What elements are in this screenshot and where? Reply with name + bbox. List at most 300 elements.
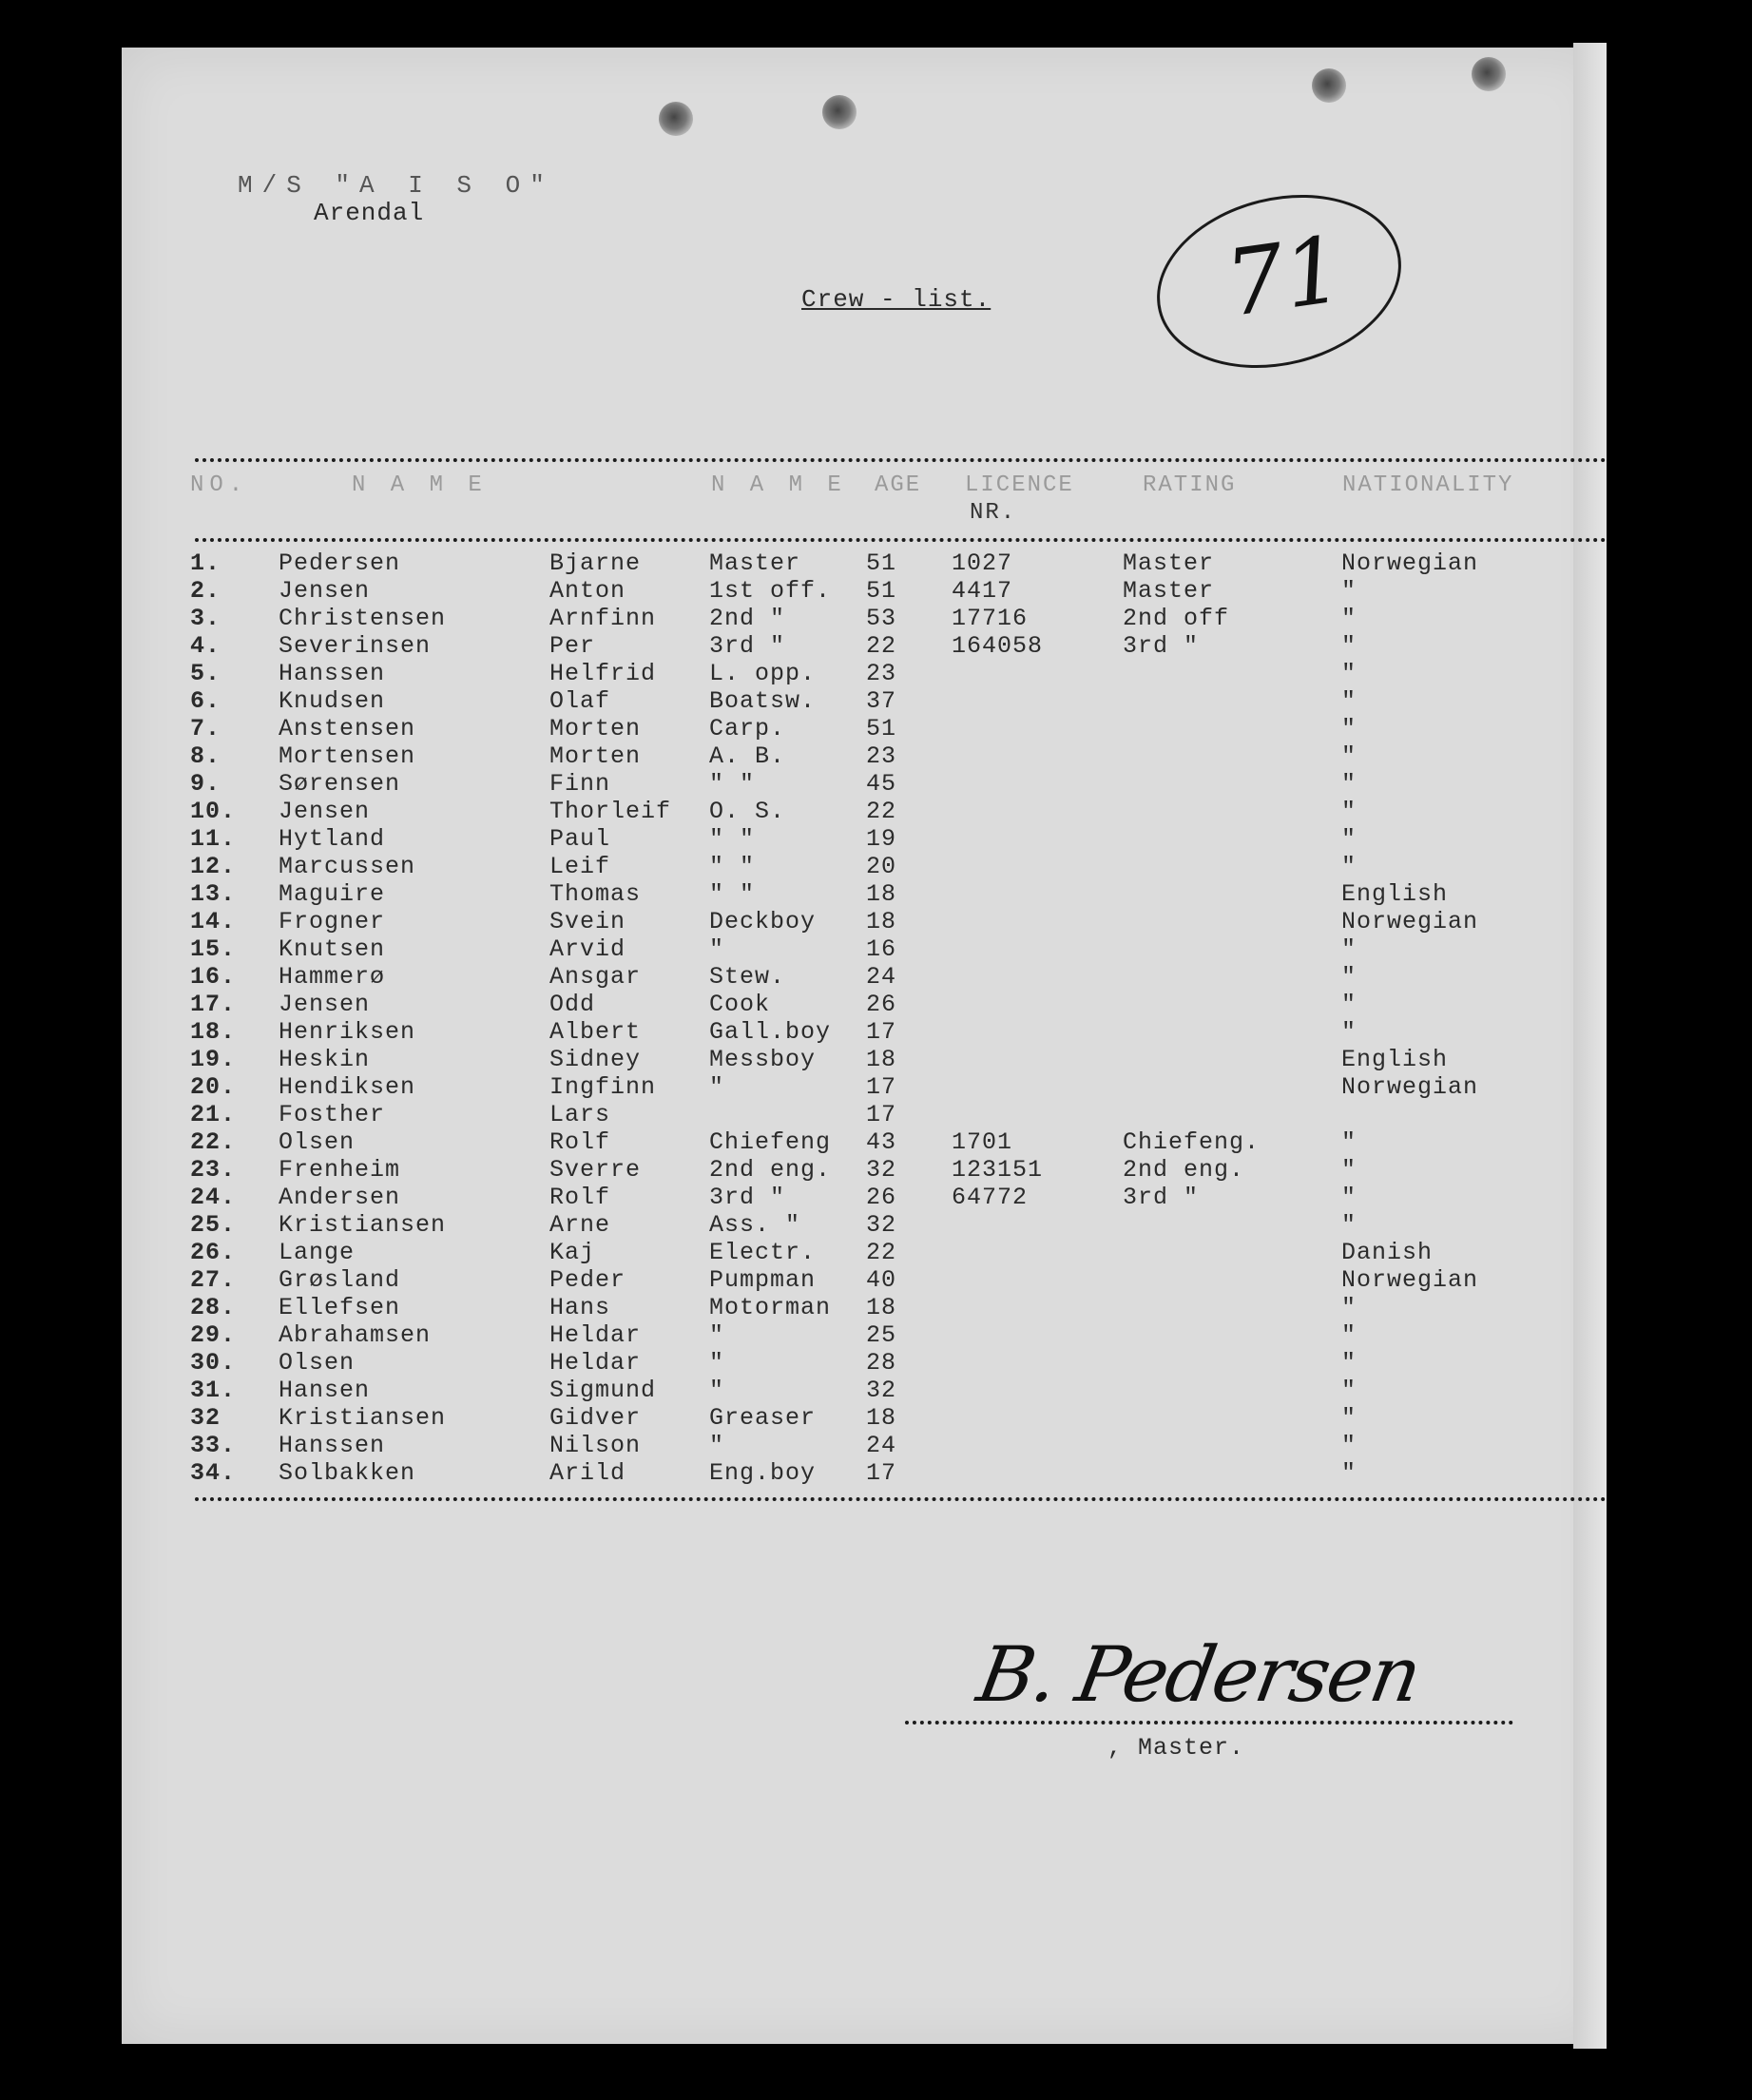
crew-rank: Ass. " <box>709 1211 801 1239</box>
crew-licence: 1027 <box>952 549 1013 577</box>
crew-surname: Abrahamsen <box>279 1321 432 1349</box>
crew-rank: Eng.boy <box>709 1459 817 1487</box>
table-row <box>190 1128 1531 1156</box>
crew-surname: Kristiansen <box>279 1211 447 1239</box>
crew-given-name: Finn <box>549 770 611 798</box>
crew-given-name: Arvid <box>549 935 626 963</box>
crew-licence <box>952 687 1123 715</box>
crew-nationality: " <box>1341 798 1357 825</box>
crew-rank: Gall.boy <box>709 1018 832 1046</box>
table-row <box>190 605 1531 632</box>
crew-rating: Chiefeng. <box>1123 1128 1261 1156</box>
signature-role: , Master. <box>1107 1734 1245 1762</box>
crew-nationality: Norwegian <box>1341 908 1479 935</box>
crew-age: 32 <box>866 1156 897 1184</box>
crew-rating <box>1123 963 1341 991</box>
crew-age: 22 <box>866 1239 897 1266</box>
table-row <box>190 1294 1531 1321</box>
crew-number: 29. <box>190 1321 237 1349</box>
crew-rating <box>1123 1073 1341 1101</box>
crew-licence <box>952 1101 1123 1128</box>
crew-number: 2. <box>190 577 221 605</box>
crew-nationality: " <box>1341 1156 1357 1184</box>
crew-nationality: " <box>1341 1321 1357 1349</box>
crew-age: 17 <box>866 1073 897 1101</box>
crew-nationality: " <box>1341 687 1357 715</box>
crew-given-name: Nilson <box>549 1432 642 1459</box>
crew-surname: Andersen <box>279 1184 401 1211</box>
crew-age: 53 <box>866 605 897 632</box>
crew-given-name: Ansgar <box>549 963 642 991</box>
table-row <box>190 1101 1531 1128</box>
crew-number: 11. <box>190 825 237 853</box>
document-title: Crew - list. <box>801 285 992 314</box>
crew-surname: Hytland <box>279 825 386 853</box>
crew-nationality: " <box>1341 577 1357 605</box>
crew-age: 26 <box>866 991 897 1018</box>
crew-nationality: " <box>1341 991 1357 1018</box>
crew-given-name: Heldar <box>549 1321 642 1349</box>
crew-number: 12. <box>190 853 237 880</box>
crew-rating <box>1123 770 1341 798</box>
header-nationality: NATIONALITY <box>1342 472 1514 498</box>
crew-given-name: Thorleif <box>549 798 672 825</box>
crew-number: 13. <box>190 880 237 908</box>
crew-age: 20 <box>866 853 897 880</box>
table-bottom-rule <box>195 1497 1607 1501</box>
crew-number: 23. <box>190 1156 237 1184</box>
crew-licence <box>952 880 1123 908</box>
crew-surname: Maguire <box>279 880 386 908</box>
crew-number: 5. <box>190 660 221 687</box>
crew-surname: Olsen <box>279 1349 356 1377</box>
crew-number: 7. <box>190 715 221 742</box>
crew-number: 19. <box>190 1046 237 1073</box>
crew-age: 17 <box>866 1459 897 1487</box>
table-top-rule <box>195 458 1607 462</box>
crew-given-name: Albert <box>549 1018 642 1046</box>
crew-surname: Ellefsen <box>279 1294 401 1321</box>
crew-rank: L. opp. <box>709 660 817 687</box>
crew-surname: Frenheim <box>279 1156 401 1184</box>
crew-number: 25. <box>190 1211 237 1239</box>
crew-number: 31. <box>190 1377 237 1404</box>
header-licence-no: NR. <box>970 500 1017 526</box>
crew-rank: O. S. <box>709 798 786 825</box>
circled-number: 71 <box>1219 216 1350 337</box>
header-no: NO. <box>190 472 249 498</box>
crew-rank: " <box>709 1349 725 1377</box>
crew-age: 18 <box>866 1294 897 1321</box>
crew-surname: Marcussen <box>279 853 416 880</box>
table-row <box>190 1018 1531 1046</box>
crew-nationality: " <box>1341 605 1357 632</box>
crew-age: 18 <box>866 908 897 935</box>
crew-rank: " " <box>709 853 756 880</box>
crew-licence <box>952 1432 1123 1459</box>
crew-surname: Hanssen <box>279 1432 386 1459</box>
punch-hole <box>1312 68 1346 103</box>
header-name: N A M E <box>352 472 488 498</box>
crew-number: 21. <box>190 1101 237 1128</box>
crew-age: 18 <box>866 1046 897 1073</box>
table-row <box>190 1377 1531 1404</box>
crew-nationality: " <box>1341 1404 1357 1432</box>
crew-number: 1. <box>190 549 221 577</box>
crew-rating <box>1123 1294 1341 1321</box>
crew-rank: " <box>709 1073 725 1101</box>
table-row <box>190 770 1531 798</box>
header-licence: LICENCE <box>965 472 1074 498</box>
crew-number: 26. <box>190 1239 237 1266</box>
crew-number: 27. <box>190 1266 237 1294</box>
crew-licence <box>952 715 1123 742</box>
crew-table <box>190 549 1531 1487</box>
crew-licence <box>952 1073 1123 1101</box>
crew-surname: Jensen <box>279 577 371 605</box>
crew-rating <box>1123 880 1341 908</box>
crew-surname: Solbakken <box>279 1459 416 1487</box>
crew-age: 17 <box>866 1018 897 1046</box>
crew-surname: Pedersen <box>279 549 401 577</box>
crew-nationality: " <box>1341 1349 1357 1377</box>
crew-surname: Knudsen <box>279 687 386 715</box>
crew-rating: 3rd " <box>1123 632 1200 660</box>
crew-surname: Grøsland <box>279 1266 401 1294</box>
crew-number: 18. <box>190 1018 237 1046</box>
crew-nationality: " <box>1341 742 1357 770</box>
crew-licence <box>952 1046 1123 1073</box>
crew-given-name: Svein <box>549 908 626 935</box>
paper-edge <box>1573 43 1607 2049</box>
crew-given-name: Thomas <box>549 880 642 908</box>
crew-rank: 2nd " <box>709 605 786 632</box>
crew-surname: Christensen <box>279 605 447 632</box>
crew-licence: 17716 <box>952 605 1029 632</box>
crew-rank: Motorman <box>709 1294 832 1321</box>
crew-licence <box>952 1404 1123 1432</box>
crew-licence <box>952 991 1123 1018</box>
table-row <box>190 1046 1531 1073</box>
vessel-name: M/S "A I S O" <box>238 171 554 200</box>
crew-licence <box>952 1239 1123 1266</box>
crew-surname: Hansen <box>279 1377 371 1404</box>
crew-age: 23 <box>866 660 897 687</box>
crew-licence <box>952 1321 1123 1349</box>
crew-given-name: Ingfinn <box>549 1073 657 1101</box>
crew-rank: Chiefeng <box>709 1128 832 1156</box>
table-row <box>190 632 1531 660</box>
crew-rating <box>1123 935 1341 963</box>
crew-number: 32 <box>190 1404 221 1432</box>
crew-surname: Heskin <box>279 1046 371 1073</box>
crew-rating <box>1123 1404 1341 1432</box>
crew-rating: Master <box>1123 549 1215 577</box>
crew-surname: Severinsen <box>279 632 432 660</box>
home-port: Arendal <box>314 199 425 227</box>
crew-rating: Master <box>1123 577 1215 605</box>
crew-licence <box>952 798 1123 825</box>
crew-number: 33. <box>190 1432 237 1459</box>
crew-rank: Pumpman <box>709 1266 817 1294</box>
table-row <box>190 1073 1531 1101</box>
table-row <box>190 1156 1531 1184</box>
header-rating: RATING <box>1143 472 1237 498</box>
crew-rank: " " <box>709 825 756 853</box>
crew-given-name: Sigmund <box>549 1377 657 1404</box>
crew-nationality: " <box>1341 1459 1357 1487</box>
table-row <box>190 1266 1531 1294</box>
crew-nationality: " <box>1341 853 1357 880</box>
crew-rank: Electr. <box>709 1239 817 1266</box>
crew-rating <box>1123 825 1341 853</box>
crew-rank: Stew. <box>709 963 786 991</box>
crew-given-name: Helfrid <box>549 660 657 687</box>
crew-nationality: English <box>1341 1046 1449 1073</box>
crew-age: 24 <box>866 963 897 991</box>
table-row <box>190 1184 1531 1211</box>
crew-given-name: Odd <box>549 991 596 1018</box>
crew-nationality: " <box>1341 1184 1357 1211</box>
crew-rating: 3rd " <box>1123 1184 1200 1211</box>
table-row <box>190 1459 1531 1487</box>
crew-nationality: Danish <box>1341 1239 1434 1266</box>
crew-surname: Lange <box>279 1239 356 1266</box>
crew-number: 14. <box>190 908 237 935</box>
crew-rank: Cook <box>709 991 771 1018</box>
crew-licence: 64772 <box>952 1184 1029 1211</box>
crew-given-name: Olaf <box>549 687 611 715</box>
crew-rating <box>1123 798 1341 825</box>
crew-rating: 2nd off <box>1123 605 1230 632</box>
crew-surname: Frogner <box>279 908 386 935</box>
crew-surname: Anstensen <box>279 715 416 742</box>
punch-hole <box>1472 57 1506 91</box>
crew-number: 15. <box>190 935 237 963</box>
crew-given-name: Arne <box>549 1211 611 1239</box>
table-row <box>190 880 1531 908</box>
crew-nationality: " <box>1341 1211 1357 1239</box>
crew-number: 22. <box>190 1128 237 1156</box>
crew-rating <box>1123 660 1341 687</box>
crew-given-name: Bjarne <box>549 549 642 577</box>
crew-age: 18 <box>866 880 897 908</box>
crew-surname: Jensen <box>279 991 371 1018</box>
crew-rating <box>1123 1211 1341 1239</box>
crew-licence <box>952 1377 1123 1404</box>
crew-licence <box>952 1349 1123 1377</box>
header-given-name: N A M E <box>711 472 847 498</box>
crew-licence <box>952 742 1123 770</box>
crew-rank: " " <box>709 880 756 908</box>
crew-licence <box>952 1266 1123 1294</box>
table-row <box>190 991 1531 1018</box>
crew-licence <box>952 1211 1123 1239</box>
crew-rank: " " <box>709 770 756 798</box>
crew-rank: 3rd " <box>709 632 786 660</box>
crew-rank: Greaser <box>709 1404 817 1432</box>
crew-rank <box>709 1101 866 1128</box>
table-row <box>190 825 1531 853</box>
crew-nationality: " <box>1341 1432 1357 1459</box>
master-signature: B. Pedersen <box>971 1630 1427 1719</box>
crew-surname: Hendiksen <box>279 1073 416 1101</box>
crew-nationality: " <box>1341 935 1357 963</box>
crew-nationality: Norwegian <box>1341 1266 1479 1294</box>
table-row <box>190 1349 1531 1377</box>
crew-age: 32 <box>866 1377 897 1404</box>
crew-nationality: English <box>1341 880 1449 908</box>
crew-rank: 3rd " <box>709 1184 786 1211</box>
crew-given-name: Gidver <box>549 1404 642 1432</box>
crew-surname: Jensen <box>279 798 371 825</box>
crew-licence <box>952 660 1123 687</box>
crew-licence: 123151 <box>952 1156 1044 1184</box>
crew-rating <box>1123 1432 1341 1459</box>
crew-rating <box>1123 853 1341 880</box>
crew-age: 22 <box>866 798 897 825</box>
crew-licence: 164058 <box>952 632 1044 660</box>
crew-number: 9. <box>190 770 221 798</box>
crew-nationality: " <box>1341 1294 1357 1321</box>
crew-nationality: " <box>1341 1128 1357 1156</box>
crew-given-name: Kaj <box>549 1239 596 1266</box>
crew-rank: 2nd eng. <box>709 1156 832 1184</box>
crew-age: 37 <box>866 687 897 715</box>
signature-line <box>905 1721 1513 1724</box>
crew-rank: Master <box>709 549 801 577</box>
crew-licence <box>952 1294 1123 1321</box>
table-row <box>190 742 1531 770</box>
table-row <box>190 577 1531 605</box>
crew-age: 32 <box>866 1211 897 1239</box>
table-row <box>190 798 1531 825</box>
crew-licence: 1701 <box>952 1128 1013 1156</box>
punch-hole <box>822 95 857 129</box>
crew-nationality: Norwegian <box>1341 549 1479 577</box>
crew-number: 6. <box>190 687 221 715</box>
crew-surname: Hammerø <box>279 963 386 991</box>
crew-surname: Fosther <box>279 1101 386 1128</box>
crew-rank: " <box>709 1321 725 1349</box>
crew-rating <box>1123 908 1341 935</box>
crew-rating: 2nd eng. <box>1123 1156 1245 1184</box>
table-row <box>190 1432 1531 1459</box>
crew-number: 28. <box>190 1294 237 1321</box>
crew-given-name: Rolf <box>549 1128 611 1156</box>
crew-age: 16 <box>866 935 897 963</box>
table-row <box>190 549 1531 577</box>
crew-rating <box>1123 1321 1341 1349</box>
crew-licence <box>952 908 1123 935</box>
crew-number: 3. <box>190 605 221 632</box>
crew-age: 19 <box>866 825 897 853</box>
header-bottom-rule <box>195 538 1607 542</box>
crew-rank: Messboy <box>709 1046 817 1073</box>
crew-age: 23 <box>866 742 897 770</box>
table-row <box>190 687 1531 715</box>
crew-rating <box>1123 687 1341 715</box>
table-row <box>190 1239 1531 1266</box>
crew-nationality: " <box>1341 1377 1357 1404</box>
crew-age: 43 <box>866 1128 897 1156</box>
crew-nationality: " <box>1341 1018 1357 1046</box>
crew-rating <box>1123 715 1341 742</box>
header-age: AGE <box>875 472 922 498</box>
crew-surname: Kristiansen <box>279 1404 447 1432</box>
crew-number: 4. <box>190 632 221 660</box>
crew-rating <box>1123 742 1341 770</box>
crew-age: 45 <box>866 770 897 798</box>
table-row <box>190 853 1531 880</box>
crew-licence <box>952 963 1123 991</box>
table-row <box>190 660 1531 687</box>
crew-number: 20. <box>190 1073 237 1101</box>
crew-number: 34. <box>190 1459 237 1487</box>
crew-surname: Mortensen <box>279 742 416 770</box>
crew-licence <box>952 825 1123 853</box>
crew-number: 10. <box>190 798 237 825</box>
crew-number: 24. <box>190 1184 237 1211</box>
crew-nationality: " <box>1341 660 1357 687</box>
crew-given-name: Heldar <box>549 1349 642 1377</box>
crew-surname: Hanssen <box>279 660 386 687</box>
crew-rank: " <box>709 1432 725 1459</box>
crew-rank: 1st off. <box>709 577 832 605</box>
table-row <box>190 715 1531 742</box>
table-row <box>190 1404 1531 1432</box>
crew-number: 17. <box>190 991 237 1018</box>
crew-rank: Carp. <box>709 715 786 742</box>
crew-rating <box>1123 991 1341 1018</box>
crew-number: 8. <box>190 742 221 770</box>
crew-rank: " <box>709 935 725 963</box>
crew-given-name: Lars <box>549 1101 611 1128</box>
crew-age: 25 <box>866 1321 897 1349</box>
crew-given-name: Sidney <box>549 1046 642 1073</box>
crew-rating <box>1123 1046 1341 1073</box>
crew-nationality: " <box>1341 715 1357 742</box>
crew-age: 26 <box>866 1184 897 1211</box>
crew-rating <box>1123 1349 1341 1377</box>
crew-age: 51 <box>866 549 897 577</box>
crew-number: 30. <box>190 1349 237 1377</box>
crew-given-name: Peder <box>549 1266 626 1294</box>
crew-age: 51 <box>866 577 897 605</box>
crew-licence: 4417 <box>952 577 1013 605</box>
crew-age: 18 <box>866 1404 897 1432</box>
crew-rating <box>1123 1377 1341 1404</box>
crew-surname: Henriksen <box>279 1018 416 1046</box>
crew-rating <box>1123 1266 1341 1294</box>
crew-licence <box>952 935 1123 963</box>
crew-nationality: " <box>1341 963 1357 991</box>
crew-given-name: Morten <box>549 742 642 770</box>
table-row <box>190 1321 1531 1349</box>
table-row <box>190 908 1531 935</box>
crew-nationality <box>1341 1101 1531 1128</box>
crew-age: 28 <box>866 1349 897 1377</box>
crew-licence <box>952 1459 1123 1487</box>
crew-nationality: " <box>1341 632 1357 660</box>
crew-licence <box>952 853 1123 880</box>
punch-hole <box>659 102 693 136</box>
crew-given-name: Hans <box>549 1294 611 1321</box>
crew-licence <box>952 1018 1123 1046</box>
crew-nationality: " <box>1341 825 1357 853</box>
crew-surname: Sørensen <box>279 770 401 798</box>
crew-age: 24 <box>866 1432 897 1459</box>
